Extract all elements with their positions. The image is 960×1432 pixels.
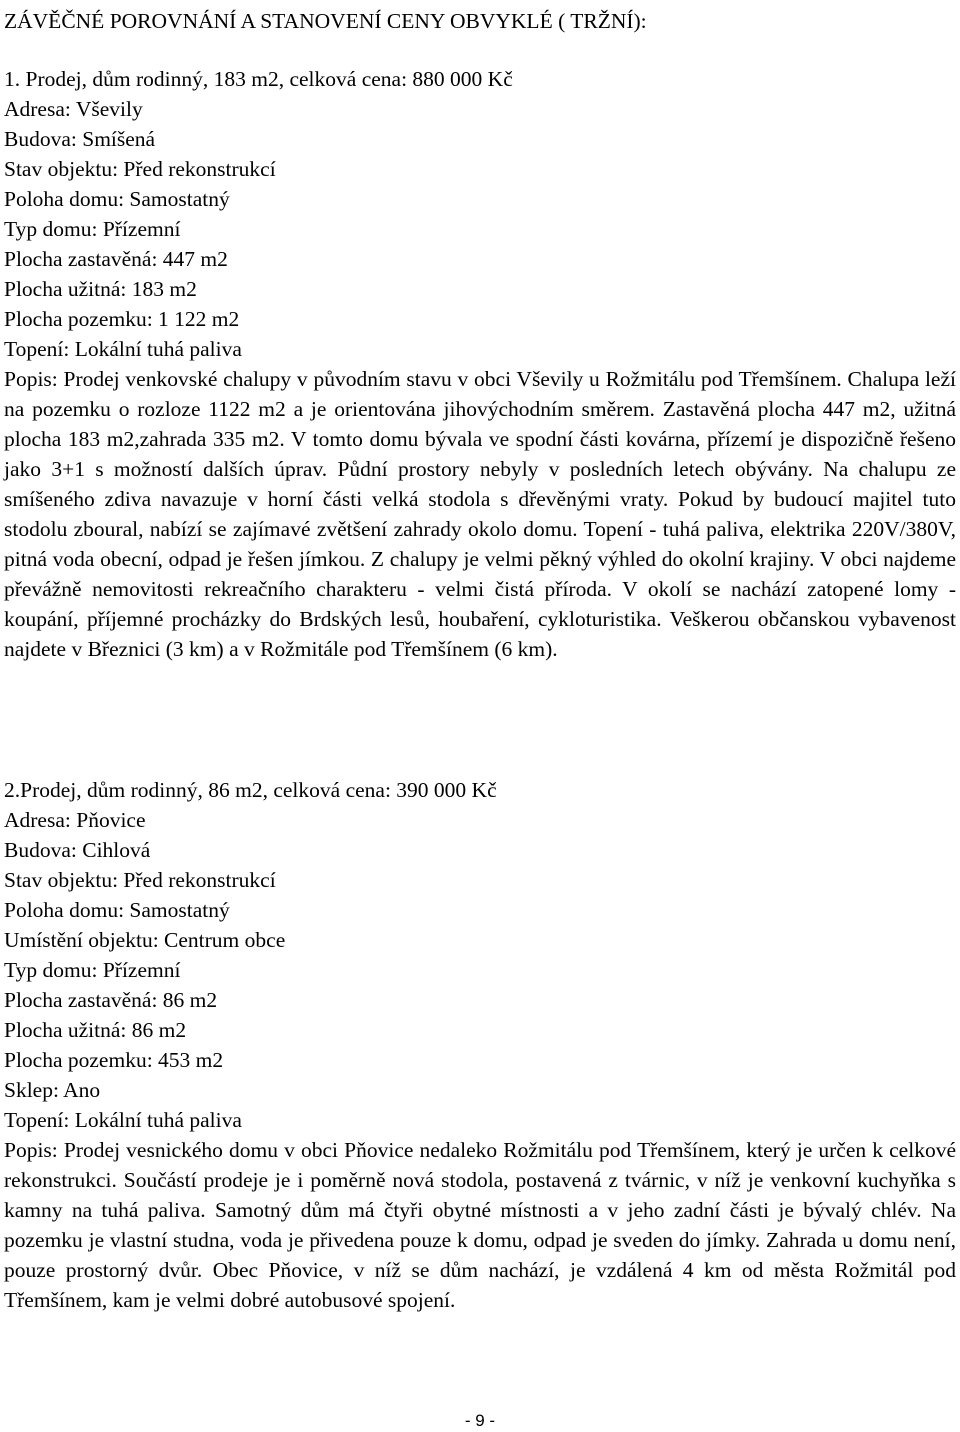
listing-description: Popis: Prodej venkovské chalupy v původním stavu v obci Vševily u Rožmitálu pod Třemšínem. Chalupa leží na pozemku o rozloze 1122 m2 a je orientována jihovýchodním směrem. Zastavěná plocha 447 m2, užitná plocha 183 m2,zahrada 335 m2. V tomto domu bývala ve spodní části kovárna, přízemí je dispozičně řešeno jako 3+1 s možností dalších úprav. Půdní prostory nebyly v posledních letech obývány. Na chalupu ze smíšeného zdiva navazuje v horní části velká stodola s dřevěnými vraty. Pokud by budoucí majitel tuto stodolu zboural, nabízí se zajímavé zvětšení zahrady okolo domu. Topení - tuhá paliva, elektrika 220V/380V, pitná voda obecní, odpad je řešen jímkou. Z chalupy je velmi pěkný výhled do okolní krajiny. V obci najdeme převážně nemovitosti rekreačního charakteru - velmi čistá příroda. V okolí se nachází zatopené lomy - koupání, příjemné procházky do Brdských lesů, houbaření, cykloturistika. Veškerou občanskou vybavenost najdete v Březnici (3 km) a v Rožmitále pod Třemšínem (6 km). [4, 367, 956, 661]
listing-field: Stav objektu: Před rekonstrukcí [4, 157, 276, 181]
listing-field: Adresa: Pňovice [4, 808, 146, 832]
listing-field: Typ domu: Přízemní [4, 958, 181, 982]
listing-field: Typ domu: Přízemní [4, 217, 181, 241]
listing-field: Plocha užitná: 86 m2 [4, 1018, 187, 1042]
page-heading: ZÁVĚČNÉ POROVNÁNÍ A STANOVENÍ CENY OBVYKLÉ ( TRŽNÍ): [4, 9, 647, 33]
listing-field: Plocha zastavěná: 86 m2 [4, 988, 218, 1012]
listing-field: Topení: Lokální tuhá paliva [4, 1108, 242, 1132]
listing-field: Topení: Lokální tuhá paliva [4, 337, 242, 361]
listing-title: 1. Prodej, dům rodinný, 183 m2, celková cena: 880 000 Kč [4, 67, 513, 91]
listing-1 [4, 64, 956, 664]
listing-field: Umístění objektu: Centrum obce [4, 928, 286, 952]
listing-field: Plocha užitná: 183 m2 [4, 277, 197, 301]
listing-field: Budova: Cihlová [4, 838, 151, 862]
listing-field: Sklep: Ano [4, 1078, 101, 1102]
listing-field: Budova: Smíšená [4, 127, 156, 151]
listing-title: 2.Prodej, dům rodinný, 86 m2, celková cena: 390 000 Kč [4, 778, 497, 802]
listing-description: Popis: Prodej vesnického domu v obci Pňovice nedaleko Rožmitálu pod Třemšínem, který je určen k celkové rekonstrukci. Součástí prodeje je i poměrně nová stodola, postavená z tvárnic, v níž je venkovní kuchyňka s kamny na tuhá paliva. Samotný dům má čtyři obytné místnosti a v jeho zadní části je bývalý chlév. Na pozemku je vlastní studna, voda je přivedena pouze k domu, odpad je sveden do jímky. Zahrada u domu není, pouze prostorný dvůr. Obec Pňovice, v níž se dům nachází, je vzdálená 4 km od města Rožmitál pod Třemšínem, kam je velmi dobré autobusové spojení. [4, 1138, 956, 1312]
listing-field: Plocha zastavěná: 447 m2 [4, 247, 228, 271]
listing-field: Stav objektu: Před rekonstrukcí [4, 868, 276, 892]
listing-field: Plocha pozemku: 453 m2 [4, 1048, 224, 1072]
listing-field: Plocha pozemku: 1 122 m2 [4, 307, 240, 331]
listing-2 [4, 775, 956, 1315]
listing-field: Poloha domu: Samostatný [4, 898, 230, 922]
listing-field: Poloha domu: Samostatný [4, 187, 230, 211]
page-number: - 9 - [464, 1411, 496, 1430]
listing-field: Adresa: Vševily [4, 97, 143, 121]
